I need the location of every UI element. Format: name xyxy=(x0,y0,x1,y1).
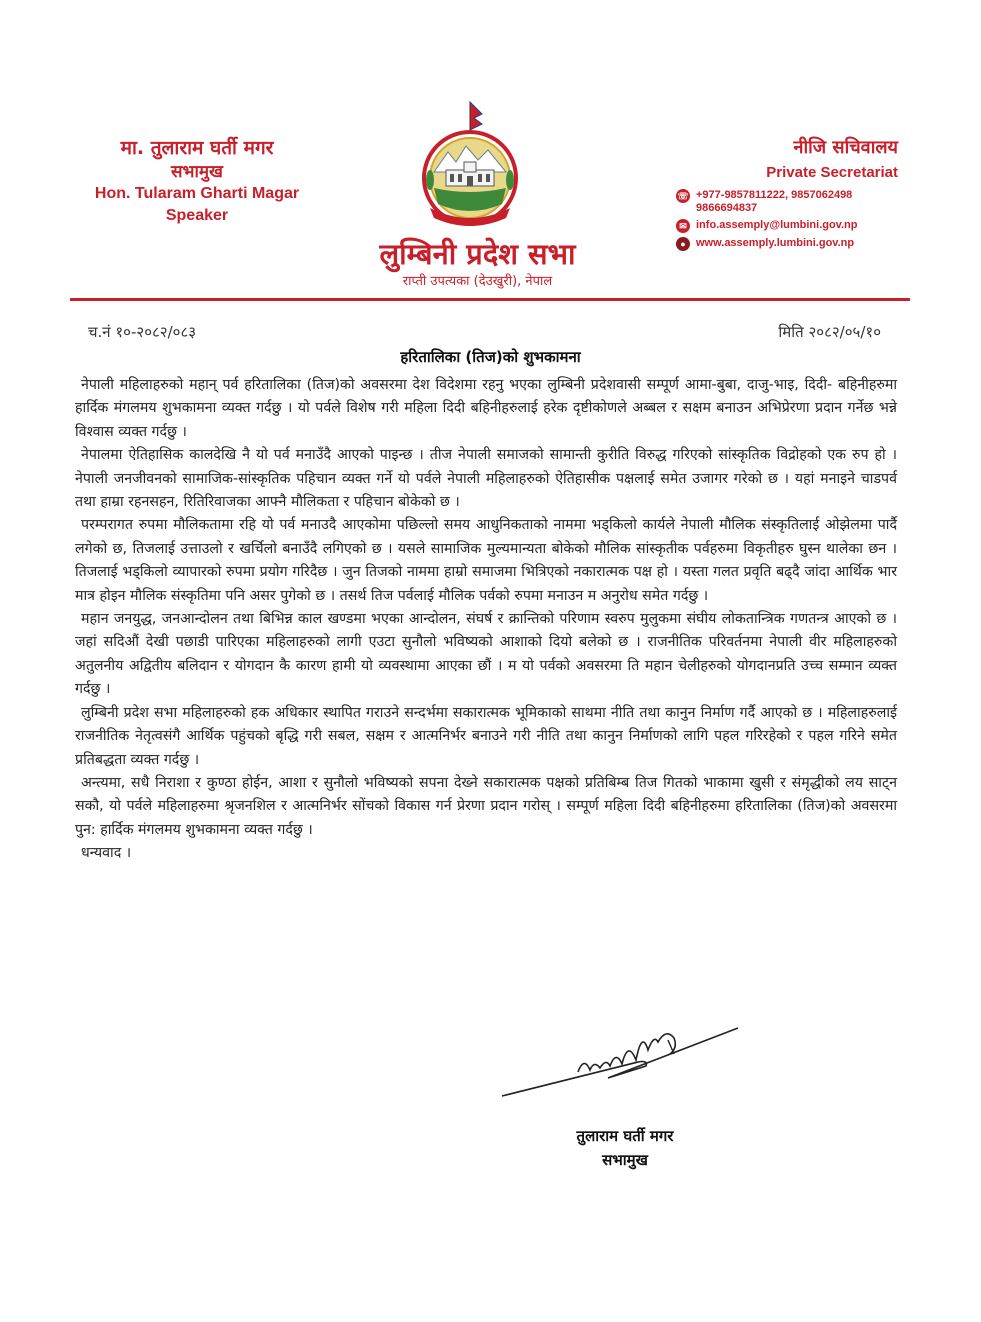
phone-icon: ☏ xyxy=(677,191,689,201)
office-name-english: Private Secretariat xyxy=(766,164,898,181)
globe-icon: ● xyxy=(676,237,690,251)
email-contact xyxy=(676,219,916,233)
speaker-title-english: Speaker xyxy=(165,207,229,224)
assembly-location: राप्ती उपत्यका (देउखुरी), नेपाल xyxy=(402,274,553,289)
phone-contact xyxy=(676,189,916,215)
paragraph: नेपालमा ऐतिहासिक कालदेखि नै यो पर्व मनाउँदै आएको पाइन्छ । तीज नेपाली समाजको सामान्ती कुरीति विरुद्ध गरिएको सांस्कृतिक विद्रोहको एक रुप हो । नेपाली जनजीवनको सामाजिक-सांस्कृतिक पहिचान व्यक्त गर्ने यो पर्वले नेपाली महिलाहरुको ऐतिहासीक पक्षलाई समेत उजागर गरेको छ । यहां मनाइने चाडपर्व तथा हाम्रा रहनसहन, रितिरिवाजका आफ्नै मौलिकता र पहिचान बोकेको छ । xyxy=(75,447,897,511)
paragraph: नेपाली महिलाहरुको महान् पर्व हरितालिका (तिज)को अवसरमा देश विदेशमा रहनु भएका लुम्बिनी प्रदेशवासी सम्पूर्ण आमा-बुबा, दाजु-भाइ, दिदी- बहिनीहरुमा हार्दिक मंगलमय शुभकामना व्यक्त गर्दछु । यो पर्वले विशेष गरी महिला दिदी बहिनीहरुलाई हरेक दृष्टीकोणले अब्बल र सक्षम बनाउन अभिप्रेरणा प्रदान गर्नेछ भन्ने विश्वास व्यक्त गर्दछु । xyxy=(75,377,897,440)
email-icon: ✉ xyxy=(676,219,690,233)
signer-title: सभामुख xyxy=(602,1151,648,1169)
paragraph: अन्त्यमा, सधै निराशा र कुण्ठा होईन, आशा र सुनौलो भविष्यको सपना देख्ने सकारात्मक पक्षको प्रतिबिम्ब तिज गितको भाकामा खुसी र संमृद्धीको लय साट्न सकौ, यो पर्वले महिलाहरुमा श्रृजनशिल र आत्मनिर्भर सोंचको विकास गर्न प्रेरणा प्रदान गरोस् । सम्पूर्ण महिला दिदी बहिनीहरुमा हरितालिका (तिज)को अवसरमा पुन: हार्दिक मंगलमय शुभकामना व्यक्त गर्दछु । xyxy=(75,774,897,838)
phone-numbers: +977-9857811222, 9857062498 9866694837 xyxy=(696,189,853,214)
signer-name: तुलाराम घर्ती मगर xyxy=(576,1127,674,1145)
speaker-name-nepali: मा. तुलाराम घर्ती मगर xyxy=(120,137,274,159)
assembly-name: लुम्बिनी प्रदेश सभा xyxy=(379,237,576,271)
provincial-emblem xyxy=(420,100,520,235)
handwritten-signature xyxy=(498,1020,748,1100)
speaker-title-nepali: सभामुख xyxy=(171,162,223,182)
closing-thanks: धन्यवाद । xyxy=(81,845,132,862)
letter-body xyxy=(75,374,897,866)
header-divider xyxy=(70,298,910,301)
office-name-nepali: नीजि सचिवालय xyxy=(793,137,898,158)
paragraph: लुम्बिनी प्रदेश सभा महिलाहरुको हक अधिकार स्थापित गराउने सन्दर्भमा सकारात्मक भूमिकाको साथमा नीति तथा कानुन निर्माण गर्दै आएको छ । महिलाहरुलाई राजनीतिक नेतृत्वसंगै आर्थिक पहुंचको बृद्धि गरी सबल, सक्षम र आत्मनिर्भर बनाउने गरी नीति तथा कानुन निर्माणको लागि पहल गरिरहेको र पहल गरिने समेत प्रतिबद्धता व्यक्त गर्दछु । xyxy=(75,704,897,768)
reference-number: च.नं १०-२०८२/०८३ xyxy=(88,323,197,341)
speaker-block xyxy=(62,135,332,227)
secretariat-block xyxy=(676,135,916,251)
email-address[interactable]: info.assemply@lumbini.gov.np xyxy=(696,219,858,231)
assembly-title-block xyxy=(340,236,615,292)
website-contact xyxy=(676,237,916,251)
signer-block xyxy=(555,1124,695,1172)
speaker-name-english: Hon. Tularam Gharti Magar xyxy=(94,185,300,202)
website-address[interactable]: www.assemply.lumbini.gov.np xyxy=(696,237,855,249)
paragraph: परम्परागत रुपमा मौलिकतामा रहि यो पर्व मनाउदै आएकोमा पछिल्लो समय आधुनिकताको नाममा भड्किलो कार्यले नेपाली मौलिक संस्कृतिलाई ओझेलमा पार्दै लगेको छ, तिजलाई उत्ताउलो र खर्चिलो बनाउँदै लगिएको छ । यसले सामाजिक मुल्यमान्यता बोकेको मौलिक सांस्कृतीक पर्वहरुमा विकृतीहरु घुस्न थालेका छन । तिजलाई भड्किलो व्यापारको रुपमा प्रयोग गरिदैछ । जुन तिजको नाममा हाम्रो समाजमा भित्रिएको नकारात्मक पक्ष हो । यस्ता गलत प्रवृति बढ्दै जांदा आर्थिक भार मात्र होइन मौलिक संस्कृतिमा पनि असर पुगेको छ । तसर्थ तिज पर्वलाई मौलिक पर्वको रुपमा मनाउन म अनुरोध समेत गर्दछु । xyxy=(75,517,897,604)
letter-date: मिति २०८२/०५/१० xyxy=(778,323,881,341)
letter-subject: हरितालिका (तिज)को शुभकामना xyxy=(400,348,581,366)
paragraph: महान जनयुद्ध, जनआन्दोलन तथा बिभिन्न काल खण्डमा भएका आन्दोलन, संघर्ष र क्रान्तिको परिणाम स्वरुप मुलुकमा संघीय लोकतान्त्रिक गणतन्त्र आएको छ । जहां सदिऔं देखी पछाडी पारिएका महिलाहरुको लागी एउटा सुनौलो भविष्यको आशाको दियो बलेको छ । राजनीतिक परिवर्तनमा नेपाली वीर महिलाहरुको अतुलनीय अद्वितीय बलिदान र योगदान कै कारण हामी यो व्यवस्थामा आएका छौं । म यो पर्वको अवसरमा ति महान चेलीहरुको योगदानप्रति उच्च सम्मान व्यक्त गर्दछु । xyxy=(75,611,897,698)
